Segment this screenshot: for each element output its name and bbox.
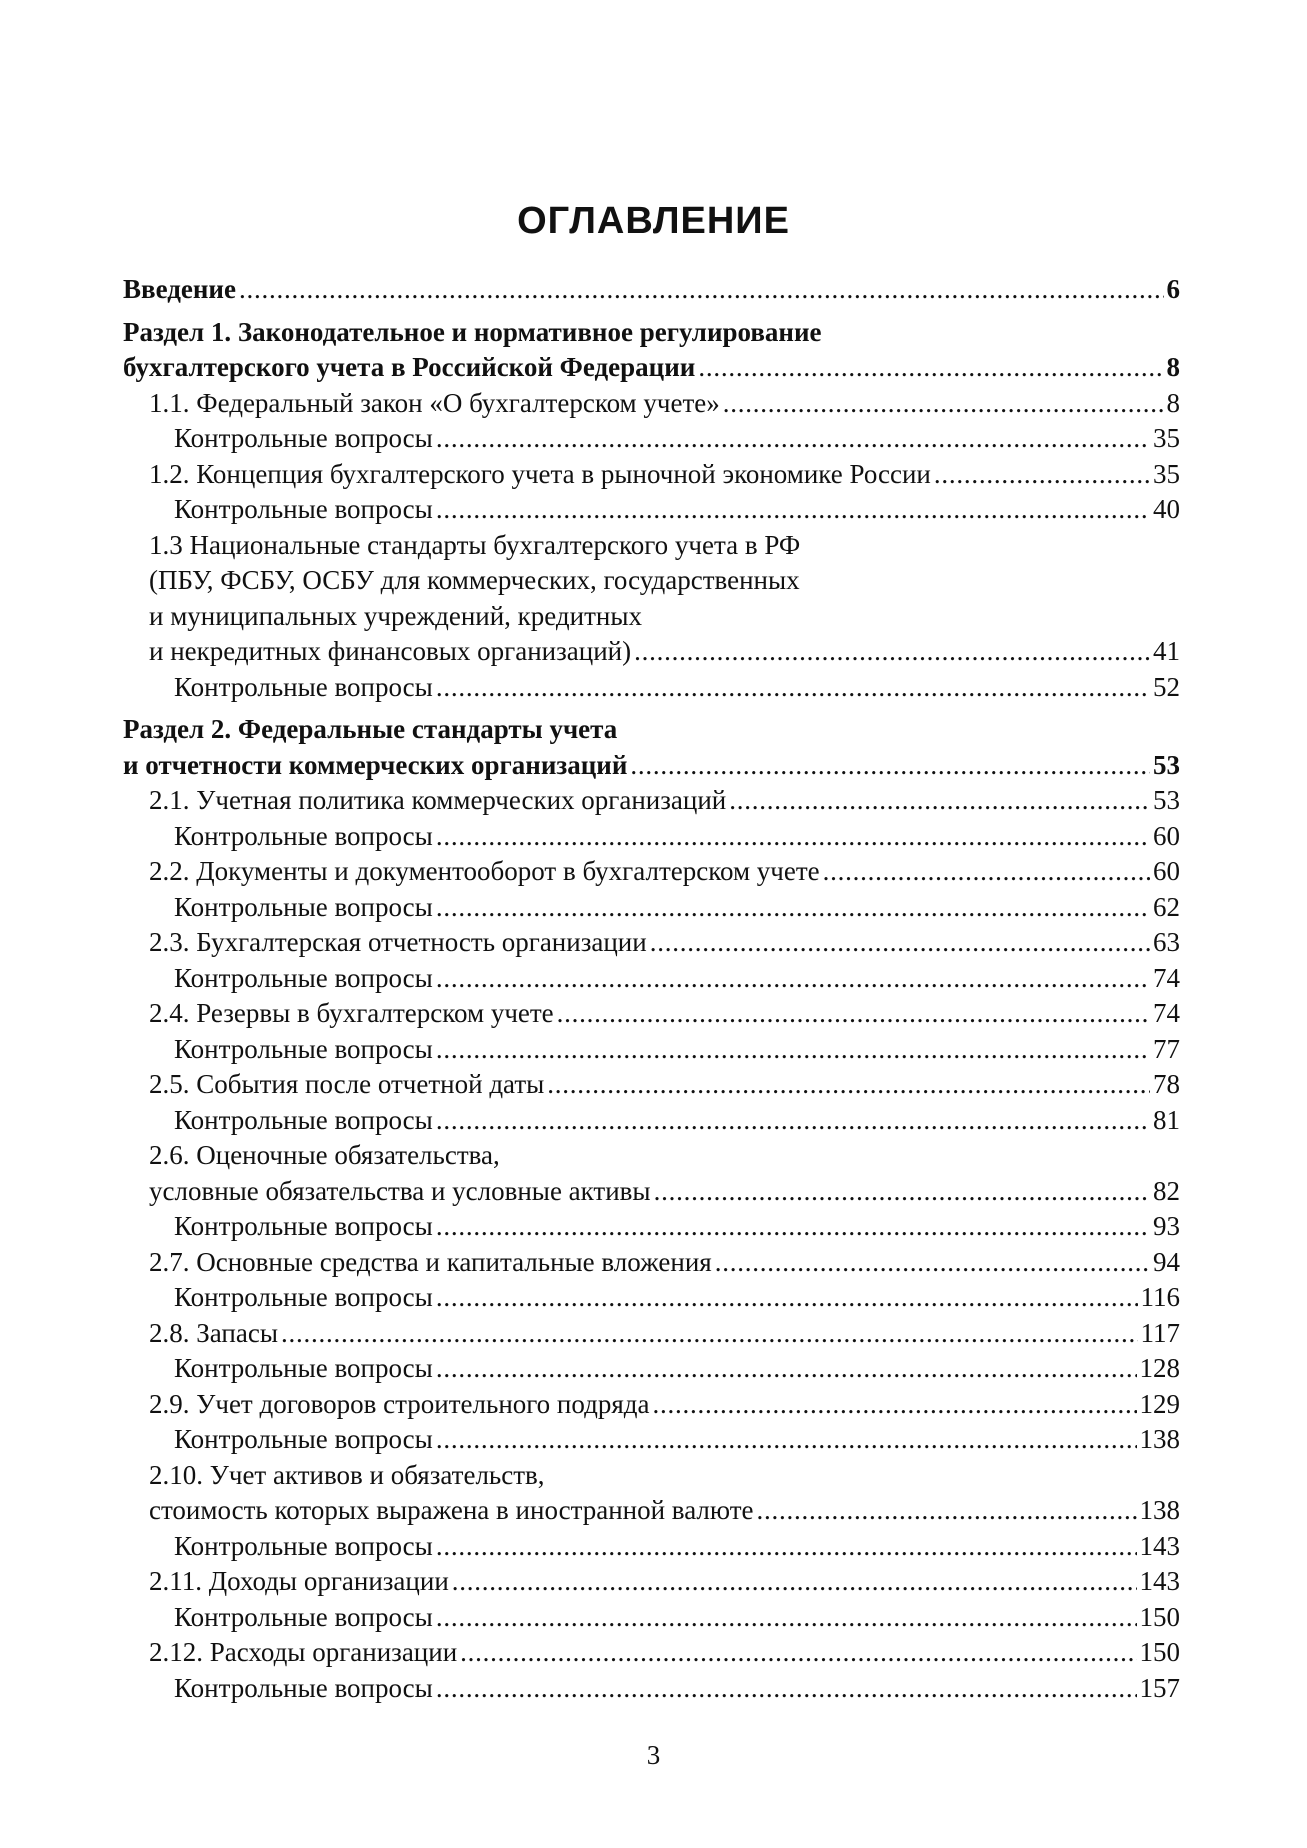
dot-leader: [452, 1564, 1137, 1600]
toc-entry-title: Контрольные вопросы: [174, 1601, 433, 1632]
dot-leader: [436, 890, 1150, 926]
toc-entry-title: Контрольные вопросы: [174, 1530, 433, 1561]
dot-leader: [934, 457, 1150, 493]
toc-questions-entry[interactable]: [123, 670, 1180, 706]
toc-entry-title: и некредитных финансовых организаций): [149, 636, 632, 666]
toc-page-number: 157: [1139, 1672, 1180, 1703]
toc-entry-title: 2.6. Оценочные обязательства,: [149, 1140, 500, 1170]
toc-chapter-entry[interactable]: [123, 854, 1180, 890]
dot-leader: [436, 492, 1150, 528]
toc-page-number: 41: [1153, 636, 1180, 666]
toc-entry-title: Раздел 2. Федеральные стандарты учета: [123, 714, 618, 744]
toc-entry-title: Контрольные вопросы: [174, 1211, 433, 1241]
toc-questions-entry[interactable]: [123, 1422, 1180, 1458]
toc-entry-title: условные обязательства и условные активы: [149, 1175, 651, 1206]
dot-leader: [557, 996, 1150, 1032]
dot-leader: [239, 272, 1164, 308]
toc-page-number: 81: [1153, 1104, 1180, 1135]
toc-page-number: 116: [1140, 1282, 1180, 1312]
toc-page-number: 63: [1153, 927, 1180, 957]
page-title: ОГЛАВЛЕНИЕ: [517, 200, 790, 242]
dot-leader: [654, 1174, 1150, 1210]
toc-page-number: 8: [1166, 387, 1180, 418]
toc-entry-title: Контрольные вопросы: [174, 1424, 433, 1454]
toc-page-number: 62: [1153, 891, 1180, 922]
toc-entry-title: 2.1. Учетная политика коммерческих организаций: [149, 785, 727, 815]
toc-entry-title: 1.1. Федеральный закон «О бухгалтерском учете»: [149, 387, 720, 418]
dot-leader: [436, 1280, 1138, 1316]
dot-leader: [436, 1529, 1137, 1565]
toc-entry-title: и муниципальных учреждений, кредитных: [149, 600, 642, 631]
toc-page-number: 8: [1166, 352, 1180, 382]
dot-leader: [634, 634, 1150, 670]
dot-leader: [630, 748, 1150, 784]
dot-leader: [547, 1067, 1150, 1103]
toc-questions-entry[interactable]: [123, 1032, 1180, 1068]
toc-page-number: 74: [1153, 962, 1180, 993]
toc-page-number: 117: [1140, 1317, 1180, 1348]
toc-questions-entry[interactable]: [123, 1529, 1180, 1565]
toc-entry-title: Раздел 1. Законодательное и нормативное регулирование: [123, 316, 822, 347]
toc-chapter-entry[interactable]: [123, 1138, 1180, 1209]
dot-leader: [823, 854, 1150, 890]
toc-questions-entry[interactable]: [123, 1209, 1180, 1245]
toc-page-number: 40: [1153, 494, 1180, 524]
toc-questions-entry[interactable]: [123, 1600, 1180, 1636]
toc-entry-title: 2.5. События после отчетной даты: [149, 1069, 545, 1099]
dot-leader: [650, 925, 1150, 961]
dot-leader: [436, 1422, 1137, 1458]
toc-section-entry[interactable]: [123, 712, 1180, 783]
toc-entry-title: Введение: [123, 274, 236, 304]
toc-chapter-entry[interactable]: [123, 457, 1180, 493]
toc-entry-title: 2.8. Запасы: [149, 1317, 278, 1348]
toc-entry-title: 2.3. Бухгалтерская отчетность организации: [149, 927, 647, 957]
dot-leader: [436, 421, 1150, 457]
toc-entry-title: Контрольные вопросы: [174, 1033, 433, 1064]
toc-section-entry[interactable]: [123, 272, 1180, 308]
toc-chapter-entry[interactable]: [123, 528, 1180, 670]
toc-page-number: 138: [1139, 1424, 1180, 1454]
dot-leader: [281, 1316, 1138, 1352]
toc-page-number: 60: [1153, 820, 1180, 851]
toc-entry-title: 2.10. Учет активов и обязательств,: [149, 1459, 545, 1490]
toc-page-number: 53: [1153, 785, 1180, 815]
toc-entry-title: бухгалтерского учета в Российской Федерации: [123, 352, 696, 382]
dot-leader: [652, 1387, 1136, 1423]
toc-questions-entry[interactable]: [123, 421, 1180, 457]
toc-page-number: 143: [1139, 1530, 1180, 1561]
dot-leader: [436, 1600, 1137, 1636]
toc-chapter-entry[interactable]: [123, 1245, 1180, 1281]
toc-page-number: 150: [1139, 1601, 1180, 1632]
toc-entry-title: 2.2. Документы и документооборот в бухгалтерском учете: [149, 856, 820, 886]
toc-questions-entry[interactable]: [123, 1280, 1180, 1316]
toc-entry-title: стоимость которых выражена в иностранной валюте: [149, 1495, 754, 1525]
toc-entry-title: Контрольные вопросы: [174, 671, 433, 702]
toc-questions-entry[interactable]: [123, 1671, 1180, 1707]
dot-leader: [723, 386, 1164, 422]
toc-entry-title: Контрольные вопросы: [174, 423, 433, 453]
toc-questions-entry[interactable]: [123, 890, 1180, 926]
toc-entry-title: 2.11. Доходы организации: [149, 1566, 449, 1596]
dot-leader: [436, 1209, 1150, 1245]
toc-chapter-entry[interactable]: [123, 1635, 1180, 1671]
toc-entry-title: 1.3 Национальные стандарты бухгалтерского учета в РФ: [149, 529, 801, 560]
dot-leader: [436, 1032, 1150, 1068]
toc-entry-title: 1.2. Концепция бухгалтерского учета в рыночной экономике России: [149, 458, 931, 489]
dot-leader: [436, 961, 1150, 997]
dot-leader: [436, 1103, 1150, 1139]
toc-entry-title: 2.9. Учет договоров строительного подряда: [149, 1388, 650, 1419]
toc-questions-entry[interactable]: [123, 1351, 1180, 1387]
dot-leader: [436, 819, 1150, 855]
toc-section-entry[interactable]: [123, 315, 1180, 386]
toc-entry-title: Контрольные вопросы: [174, 1282, 433, 1312]
toc-page-number: 6: [1166, 274, 1180, 304]
toc-page-number: 35: [1153, 458, 1180, 489]
toc-chapter-entry[interactable]: [123, 1564, 1180, 1600]
toc-page-number: 53: [1153, 749, 1180, 780]
toc-chapter-entry[interactable]: [123, 996, 1180, 1032]
toc-chapter-entry[interactable]: [123, 1387, 1180, 1423]
toc-chapter-entry[interactable]: [123, 1458, 1180, 1529]
toc-entry-title: Контрольные вопросы: [174, 891, 433, 922]
toc-page-number: 94: [1153, 1246, 1180, 1277]
toc-page-number: 128: [1139, 1353, 1180, 1383]
toc-page-number: 78: [1153, 1069, 1180, 1099]
toc-entry-title: 2.12. Расходы организации: [149, 1637, 458, 1667]
table-of-contents: [123, 272, 1180, 1706]
toc-page-number: 82: [1153, 1175, 1180, 1206]
toc-entry-title: 2.4. Резервы в бухгалтерском учете: [149, 998, 554, 1028]
toc-questions-entry[interactable]: [123, 961, 1180, 997]
toc-entry-title: Контрольные вопросы: [174, 1104, 433, 1135]
dot-leader: [436, 670, 1150, 706]
page-number: 3: [646, 1740, 661, 1770]
toc-page-number: 74: [1153, 998, 1180, 1028]
toc-entry-title: и отчетности коммерческих организаций: [123, 749, 628, 780]
toc-questions-entry[interactable]: [123, 1103, 1180, 1139]
dot-leader: [460, 1635, 1136, 1671]
toc-chapter-entry[interactable]: [123, 386, 1180, 422]
toc-page-number: 93: [1153, 1211, 1180, 1241]
toc-entry-title: Контрольные вопросы: [174, 962, 433, 993]
toc-entry-title: 2.7. Основные средства и капитальные вложения: [149, 1246, 712, 1277]
toc-page-number: 150: [1139, 1637, 1180, 1667]
toc-page-number: 77: [1153, 1033, 1180, 1064]
dot-leader: [757, 1493, 1137, 1529]
dot-leader: [436, 1351, 1137, 1387]
toc-questions-entry[interactable]: [123, 492, 1180, 528]
toc-page-number: 143: [1139, 1566, 1180, 1596]
toc-chapter-entry[interactable]: [123, 1067, 1180, 1103]
toc-entry-title: Контрольные вопросы: [174, 1672, 433, 1703]
dot-leader: [715, 1245, 1150, 1281]
toc-page-number: 35: [1153, 423, 1180, 453]
toc-chapter-entry[interactable]: [123, 925, 1180, 961]
toc-entry-title: Контрольные вопросы: [174, 820, 433, 851]
toc-chapter-entry[interactable]: [123, 783, 1180, 819]
toc-entry-title: Контрольные вопросы: [174, 494, 433, 524]
toc-page-number: 60: [1153, 856, 1180, 886]
toc-entry-title: Контрольные вопросы: [174, 1353, 433, 1383]
toc-page-number: 138: [1139, 1495, 1180, 1525]
toc-questions-entry[interactable]: [123, 819, 1180, 855]
toc-page-number: 52: [1153, 671, 1180, 702]
toc-chapter-entry[interactable]: [123, 1316, 1180, 1352]
toc-page-number: 129: [1139, 1388, 1180, 1419]
dot-leader: [698, 350, 1163, 386]
dot-leader: [436, 1671, 1137, 1707]
dot-leader: [729, 783, 1150, 819]
toc-entry-title: (ПБУ, ФСБУ, ОСБУ для коммерческих, государственных: [149, 565, 800, 595]
